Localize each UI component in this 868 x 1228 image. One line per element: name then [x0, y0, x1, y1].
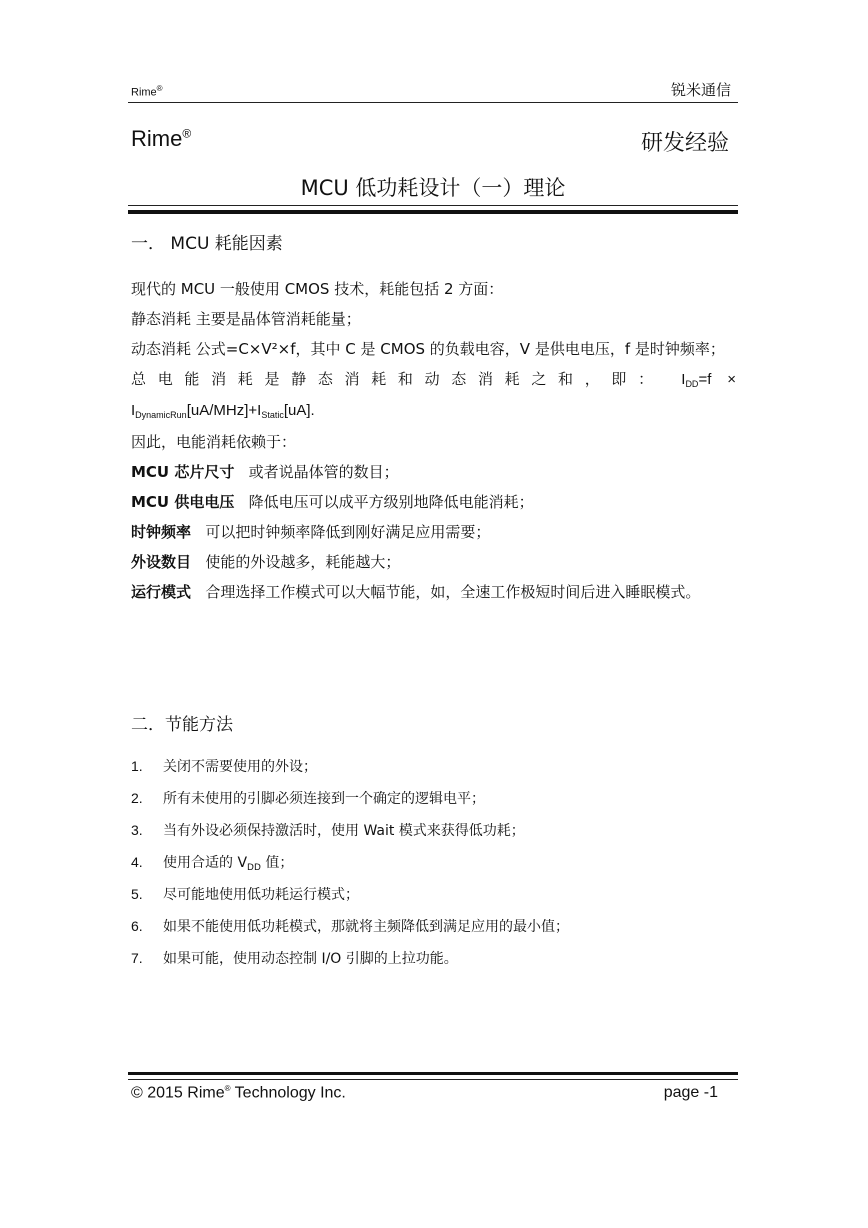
list-item: 3. 当有外设必须保持激活时，使用 Wait 模式来获得低功耗； — [131, 822, 525, 839]
paragraph: 现代的 MCU 一般使用 CMOS 技术，耗能包括 2 方面： — [131, 280, 504, 298]
footer-copyright: © 2015 Rime® Technology Inc. — [131, 1084, 346, 1102]
header-brand: Rime® — [131, 84, 163, 99]
factor-item: MCU 芯片尺寸 或者说晶体管的数目； — [131, 463, 399, 481]
paragraph: 静态消耗 主要是晶体管消耗能量； — [131, 310, 361, 328]
registered-mark: ® — [156, 84, 163, 93]
registered-mark: ® — [224, 1084, 231, 1093]
footer-rule-thin — [128, 1079, 738, 1080]
paragraph: 动态消耗 公式=C×V²×f，其中 C 是 CMOS 的负载电容，V 是供电电压，f 是时钟频率； — [131, 340, 725, 358]
title-rule-thick — [128, 210, 738, 214]
section-heading-2: 二．节能方法 — [131, 715, 233, 735]
factor-item: MCU 供电电压 降低电压可以成平方级别地降低电能消耗； — [131, 493, 534, 511]
section-label: 研发经验 — [640, 131, 729, 156]
list-item: 6. 如果不能使用低功耗模式，那就将主频降低到满足应用的最小值； — [131, 918, 569, 935]
list-item: 7. 如果可能，使用动态控制 I/O 引脚的上拉功能。 — [131, 950, 458, 967]
header-divider — [128, 102, 738, 103]
total-power-text: 总电能消耗是静态消耗和动态消耗之和，即： — [131, 370, 665, 388]
factor-item: 外设数目 使能的外设越多，耗能越大； — [131, 553, 401, 571]
section1-body — [131, 274, 736, 607]
brand-title: Rime® — [131, 126, 192, 151]
footer-rule-thick — [128, 1072, 738, 1075]
factor-item: 时钟频率 可以把时钟频率降低到刚好满足应用需要； — [131, 523, 491, 541]
paragraph: 因此，电能消耗依赖于： — [131, 433, 297, 451]
registered-mark: ® — [182, 126, 192, 141]
page-number: page -1 — [663, 1084, 718, 1101]
list-item: 1. 关闭不需要使用的外设； — [131, 758, 317, 775]
list-item: 4. 使用合适的 $V_{DD}$ 值； — [131, 854, 294, 873]
factor-item: 运行模式 合理选择工作模式可以大幅节能，如，全速工作极短时间后进入睡眠模式。 — [131, 583, 701, 601]
energy-saving-list — [131, 750, 736, 974]
paragraph-total-power — [131, 364, 736, 396]
idd-formula-end: $I_{DynamicRun}[uA/MHz]+I_{Static}[uA]$. — [131, 402, 315, 420]
section-heading-1: 一． MCU 耗能因素 — [131, 234, 283, 254]
idd-formula-start: $I_{DD}=f$ × — [681, 371, 736, 389]
document-title: MCU 低功耗设计（一）理论 — [300, 176, 566, 200]
list-item: 2. 所有未使用的引脚必须连接到一个确定的逻辑电平； — [131, 790, 485, 807]
list-item: 5. 尽可能地使用低功耗运行模式； — [131, 886, 359, 903]
title-rule-thin — [128, 205, 738, 206]
header-company: 锐米通信 — [670, 81, 731, 99]
